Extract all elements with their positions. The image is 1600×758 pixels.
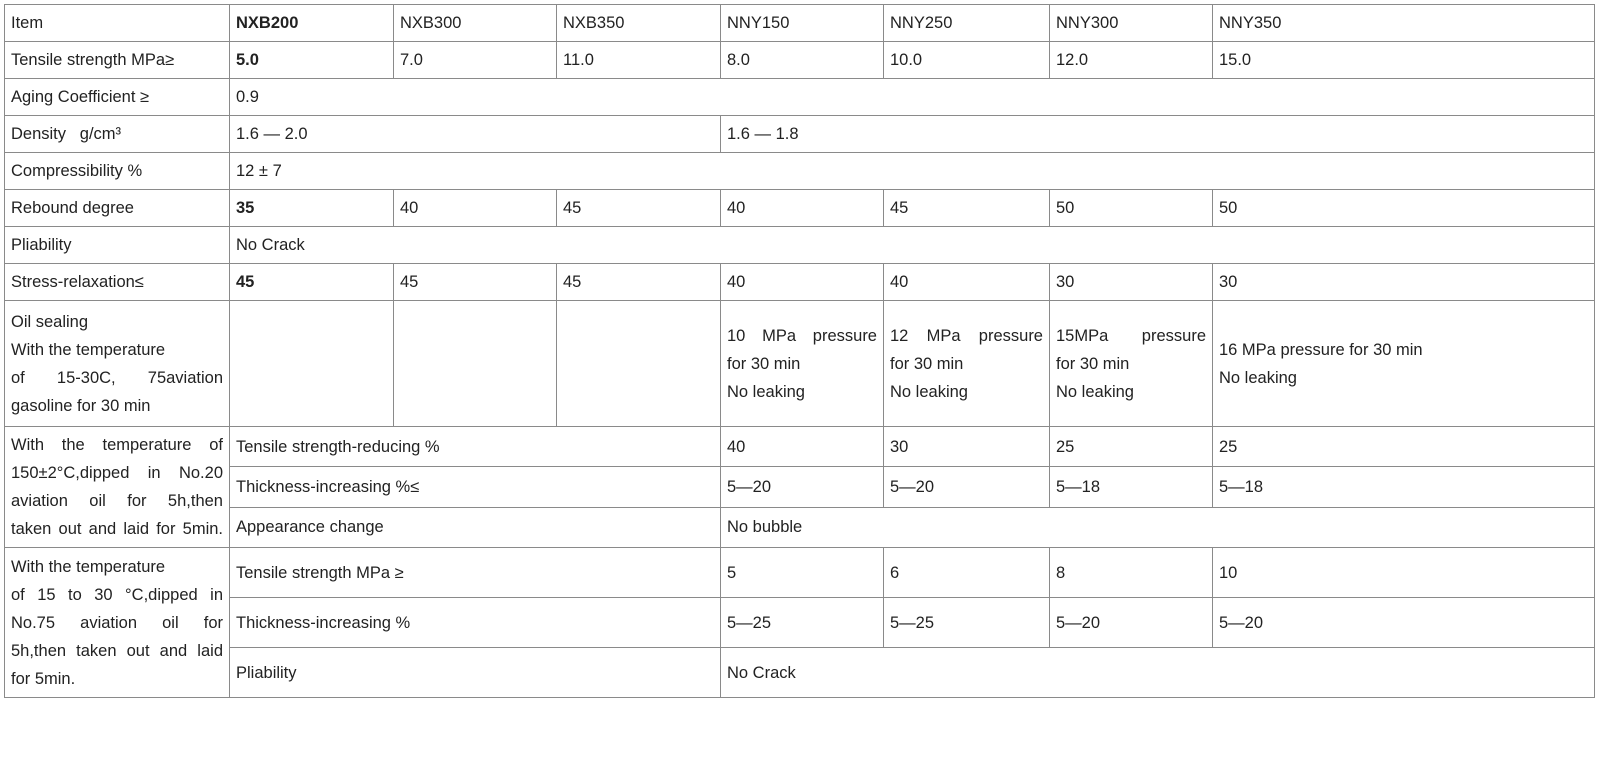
- table-cell: 30: [1050, 264, 1213, 301]
- compressibility-row: [5, 153, 1595, 190]
- header-grade: NXB350: [557, 5, 721, 42]
- table-cell: 40: [721, 264, 884, 301]
- table-cell: 45: [884, 190, 1050, 227]
- header-row: [5, 5, 1595, 42]
- table-cell: 25: [1213, 427, 1595, 467]
- row-label: [5, 301, 230, 427]
- tensile-row: [5, 42, 1595, 79]
- row-label: Density g/cm³: [5, 116, 230, 153]
- table-cell: 8: [1050, 548, 1213, 598]
- density-row: [5, 116, 1595, 153]
- cell-line: 12 MPa pressure: [890, 326, 1043, 345]
- sub-label: Thickness-increasing %: [230, 598, 721, 648]
- cell-line: for 30 min: [1056, 354, 1130, 373]
- table-cell: [1050, 301, 1213, 427]
- table-cell: 10.0: [884, 42, 1050, 79]
- empty-cell: [557, 301, 721, 427]
- table-cell: 5—25: [884, 598, 1050, 648]
- table-cell: 10: [1213, 548, 1595, 598]
- label-line: No.75 aviation oil for: [11, 613, 223, 632]
- rebound-row: [5, 190, 1595, 227]
- table-cell: No Crack: [721, 648, 1595, 698]
- cell-line: 15MPa pressure: [1056, 326, 1206, 345]
- row-label: Pliability: [5, 227, 230, 264]
- row-label: [5, 427, 230, 548]
- table-cell: 45: [394, 264, 557, 301]
- sub-label: Appearance change: [230, 507, 721, 547]
- table-cell: 5.0: [230, 42, 394, 79]
- table-cell: 5—18: [1050, 467, 1213, 507]
- table-cell: 45: [557, 190, 721, 227]
- cell-line: No leaking: [1219, 368, 1297, 387]
- cell-line: 16 MPa pressure for 30 min: [1219, 340, 1423, 359]
- header-grade: NNY300: [1050, 5, 1213, 42]
- header-grade: NNY350: [1213, 5, 1595, 42]
- header-grade: NXB200: [230, 5, 394, 42]
- label-line: With the temperature: [11, 557, 166, 576]
- table-cell: 40: [394, 190, 557, 227]
- table-cell: 5—20: [1050, 598, 1213, 648]
- sub-label: Pliability: [230, 648, 721, 698]
- table-cell: 8.0: [721, 42, 884, 79]
- cell-line: 10 MPa pressure: [727, 326, 877, 345]
- table-cell: [1213, 301, 1595, 427]
- table-cell: 35: [230, 190, 394, 227]
- table-cell: No Crack: [230, 227, 1595, 264]
- aging-row: [5, 79, 1595, 116]
- table-cell: 11.0: [557, 42, 721, 79]
- table-cell: 40: [721, 190, 884, 227]
- table-cell: 5—25: [721, 598, 884, 648]
- cold-oil-row-3: [5, 648, 1595, 698]
- sub-label: Tensile strength MPa ≥: [230, 548, 721, 598]
- header-grade: NNY250: [884, 5, 1050, 42]
- label-line: taken out and laid for 5min.: [11, 520, 223, 538]
- table-cell: 5—20: [721, 467, 884, 507]
- cold-oil-row-1: [5, 548, 1595, 598]
- stress-relaxation-row: [5, 264, 1595, 301]
- row-label: Aging Coefficient ≥: [5, 79, 230, 116]
- table-cell: [884, 301, 1050, 427]
- table-cell: 1.6 — 2.0: [230, 116, 721, 153]
- cell-line: No leaking: [727, 382, 805, 401]
- table-cell: 7.0: [394, 42, 557, 79]
- hot-oil-row-3: [5, 507, 1595, 547]
- header-item: Item: [5, 5, 230, 42]
- row-label: Tensile strength MPa≥: [5, 42, 230, 79]
- table-cell: 5—18: [1213, 467, 1595, 507]
- gasket-spec-table: [4, 4, 1595, 698]
- sub-label: Tensile strength-reducing %: [230, 427, 721, 467]
- cell-line: for 30 min: [727, 354, 801, 373]
- table-cell: 40: [884, 264, 1050, 301]
- row-label: [5, 548, 230, 698]
- table-cell: 5—20: [1213, 598, 1595, 648]
- table-cell: 15.0: [1213, 42, 1595, 79]
- table-cell: 50: [1213, 190, 1595, 227]
- table-cell: 12.0: [1050, 42, 1213, 79]
- label-line: 150±2°C,dipped in No.20: [11, 464, 223, 482]
- label-line: 5h,then taken out and laid: [11, 641, 223, 660]
- header-grade: NNY150: [721, 5, 884, 42]
- empty-cell: [230, 301, 394, 427]
- cell-line: No leaking: [890, 382, 968, 401]
- table-cell: 45: [557, 264, 721, 301]
- sub-label: Thickness-increasing %≤: [230, 467, 721, 507]
- row-label: Stress-relaxation≤: [5, 264, 230, 301]
- table-cell: [721, 301, 884, 427]
- cell-line: No leaking: [1056, 382, 1134, 401]
- label-line: gasoline for 30 min: [11, 396, 151, 415]
- spec-table-container: [4, 4, 1594, 698]
- table-cell: 6: [884, 548, 1050, 598]
- table-cell: 45: [230, 264, 394, 301]
- table-cell: 0.9: [230, 79, 1595, 116]
- table-cell: 25: [1050, 427, 1213, 467]
- table-cell: No bubble: [721, 507, 1595, 547]
- table-cell: 50: [1050, 190, 1213, 227]
- hot-oil-row-2: [5, 467, 1595, 507]
- table-cell: 30: [884, 427, 1050, 467]
- label-line: for 5min.: [11, 669, 76, 688]
- table-cell: 5: [721, 548, 884, 598]
- pliability-row: [5, 227, 1595, 264]
- table-cell: 1.6 — 1.8: [721, 116, 1595, 153]
- table-cell: 30: [1213, 264, 1595, 301]
- empty-cell: [394, 301, 557, 427]
- table-cell: 12 ± 7: [230, 153, 1595, 190]
- table-cell: 5—20: [884, 467, 1050, 507]
- header-grade: NXB300: [394, 5, 557, 42]
- table-cell: 40: [721, 427, 884, 467]
- label-line: aviation oil for 5h,then: [11, 492, 223, 510]
- hot-oil-row-1: [5, 427, 1595, 467]
- row-label: Compressibility %: [5, 153, 230, 190]
- label-line: Oil sealing: [11, 312, 89, 331]
- cold-oil-row-2: [5, 598, 1595, 648]
- row-label: Rebound degree: [5, 190, 230, 227]
- label-line: With the temperature: [11, 340, 166, 359]
- cell-line: for 30 min: [890, 354, 964, 373]
- label-line: of 15 to 30 °C,dipped in: [11, 585, 223, 604]
- label-line: of 15-30C, 75aviation: [11, 368, 223, 387]
- label-line: With the temperature of: [11, 436, 223, 454]
- oil-sealing-row: [5, 301, 1595, 427]
